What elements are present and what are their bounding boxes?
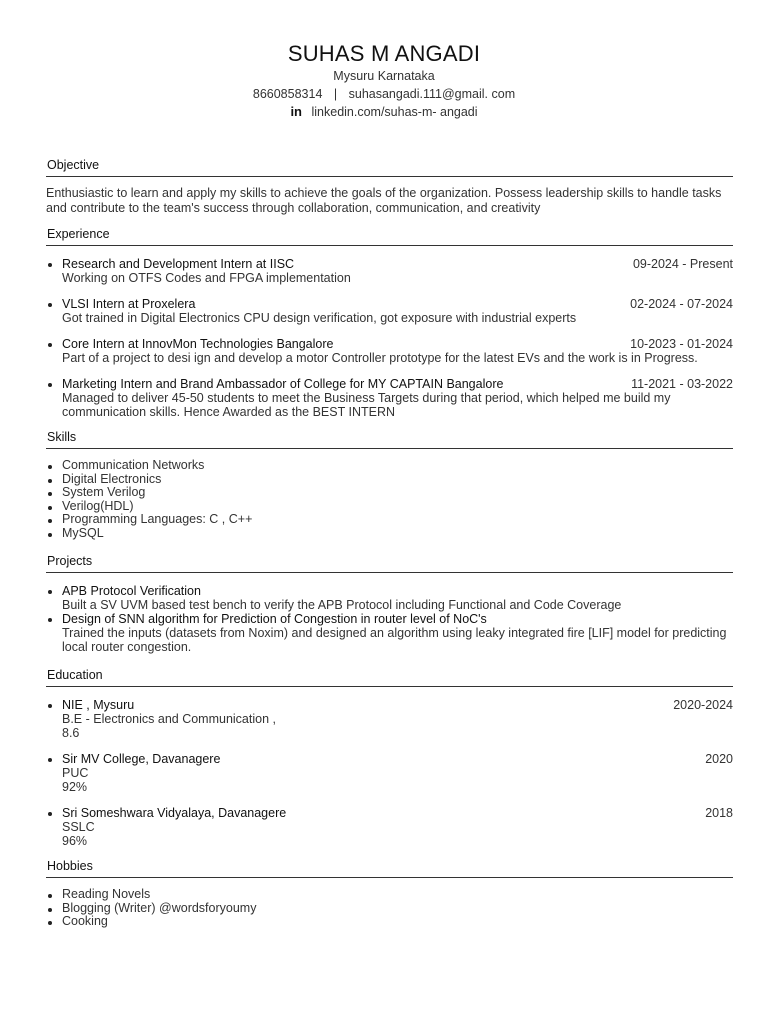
education-score: 8.6 xyxy=(62,726,80,740)
linkedin-link[interactable]: linkedin.com/suhas-m- angadi xyxy=(311,105,478,119)
candidate-name: SUHAS M ANGADI xyxy=(287,41,481,66)
project-item xyxy=(46,584,733,612)
education-degree: SSLC xyxy=(62,820,95,834)
experience-title: Marketing Intern and Brand Ambassador of College for MY CAPTAIN Bangalore xyxy=(62,377,504,391)
education-school: Sri Someshwara Vidyalaya, Davanagere xyxy=(62,806,287,820)
experience-date: 11-2021 - 03-2022 xyxy=(631,377,733,391)
skill-item: MySQL xyxy=(46,527,733,541)
linkedin-icon: in xyxy=(290,104,302,119)
section-objective xyxy=(46,157,733,215)
skills-list xyxy=(46,459,733,541)
experience-item xyxy=(46,297,733,325)
section-divider xyxy=(46,877,733,878)
hobby-item: Blogging (Writer) @wordsforyoumy xyxy=(46,902,733,916)
experience-title: VLSI Intern at Proxelera xyxy=(62,297,196,311)
objective-line: and contribute to the team's success through collaboration, communication, and creativity xyxy=(46,200,541,215)
section-title: Objective xyxy=(47,158,100,172)
education-year: 2020 xyxy=(705,752,733,766)
experience-list xyxy=(46,257,733,419)
education-item xyxy=(46,752,733,794)
project-item xyxy=(46,612,733,654)
section-education xyxy=(46,667,733,848)
section-skills xyxy=(46,429,733,541)
education-school: Sir MV College, Davanagere xyxy=(62,752,221,766)
experience-desc: Got trained in Digital Electronics CPU design verification, got exposure with industrial experts xyxy=(62,311,577,325)
contact-line xyxy=(0,85,768,103)
hobby-item: Reading Novels xyxy=(46,888,733,902)
experience-item xyxy=(46,377,733,419)
skill-item: System Verilog xyxy=(46,486,733,500)
project-desc: Trained the inputs (datasets from Noxim) and designed an algorithm using leaky integrated fire [LIF] model for predicting xyxy=(62,626,727,640)
section-hobbies xyxy=(46,858,733,929)
experience-title: Research and Development Intern at IISC xyxy=(62,257,295,271)
experience-title: Core Intern at InnovMon Technologies Bangalore xyxy=(62,337,334,351)
experience-desc: communication skills. Hence Awarded as the BEST INTERN xyxy=(62,405,396,419)
education-item xyxy=(46,806,733,848)
project-desc: Built a SV UVM based test bench to verify the APB Protocol including Functional and Code Coverage xyxy=(62,598,622,612)
hobby-item: Cooking xyxy=(46,915,733,929)
section-title: Education xyxy=(47,668,103,682)
objective-line: Enthusiastic to learn and apply my skills to achieve the goals of the organization. Possess leadership skills to handle tasks xyxy=(46,186,722,200)
experience-date: 09-2024 - Present xyxy=(632,257,733,271)
skill-item: Digital Electronics xyxy=(46,473,733,487)
objective-text xyxy=(46,186,733,215)
education-degree: B.E - Electronics and Communication , xyxy=(62,712,276,726)
project-title: Design of SNN algorithm for Prediction of Congestion in router level of NoC's xyxy=(62,612,487,626)
projects-list xyxy=(46,584,733,654)
education-year: 2020-2024 xyxy=(673,698,733,712)
project-desc: local router congestion. xyxy=(62,640,192,654)
linkedin-line xyxy=(0,103,768,121)
education-score: 92% xyxy=(62,780,88,794)
experience-date: 10-2023 - 01-2024 xyxy=(630,337,733,351)
section-divider xyxy=(46,176,733,177)
education-year: 2018 xyxy=(705,806,733,820)
section-experience xyxy=(46,226,733,419)
education-degree: PUC xyxy=(62,766,89,780)
experience-desc: Working on OTFS Codes and FPGA implementation xyxy=(62,271,351,285)
section-divider xyxy=(46,686,733,687)
experience-desc: Part of a project to desi ign and develop a motor Controller prototype for the latest EVs and the work is in Progress. xyxy=(62,351,698,365)
experience-desc: Managed to deliver 45-50 students to meet the Business Targets during that period, which helped me build my xyxy=(62,391,671,405)
section-title: Experience xyxy=(47,227,110,241)
contact-separator: | xyxy=(333,87,338,101)
project-title: APB Protocol Verification xyxy=(62,584,201,598)
email-link[interactable]: suhasangadi.111@gmail. com xyxy=(348,87,516,101)
phone-number: 8660858314 xyxy=(252,87,323,101)
experience-item xyxy=(46,337,733,365)
skill-item: Verilog(HDL) xyxy=(46,500,733,514)
experience-item xyxy=(46,257,733,285)
resume-header xyxy=(0,41,768,121)
section-divider xyxy=(46,572,733,573)
skill-item: Communication Networks xyxy=(46,459,733,473)
section-projects xyxy=(46,553,733,654)
section-title: Projects xyxy=(47,554,93,568)
section-title: Hobbies xyxy=(47,859,93,873)
section-divider xyxy=(46,448,733,449)
section-title: Skills xyxy=(47,430,77,444)
education-score: 96% xyxy=(62,834,88,848)
education-school: NIE , Mysuru xyxy=(62,698,135,712)
education-list xyxy=(46,698,733,848)
education-item xyxy=(46,698,733,740)
hobbies-list xyxy=(46,888,733,929)
skill-item: Programming Languages: C , C++ xyxy=(46,513,733,527)
location: Mysuru Karnataka xyxy=(333,69,435,83)
experience-date: 02-2024 - 07-2024 xyxy=(630,297,733,311)
section-divider xyxy=(46,245,733,246)
